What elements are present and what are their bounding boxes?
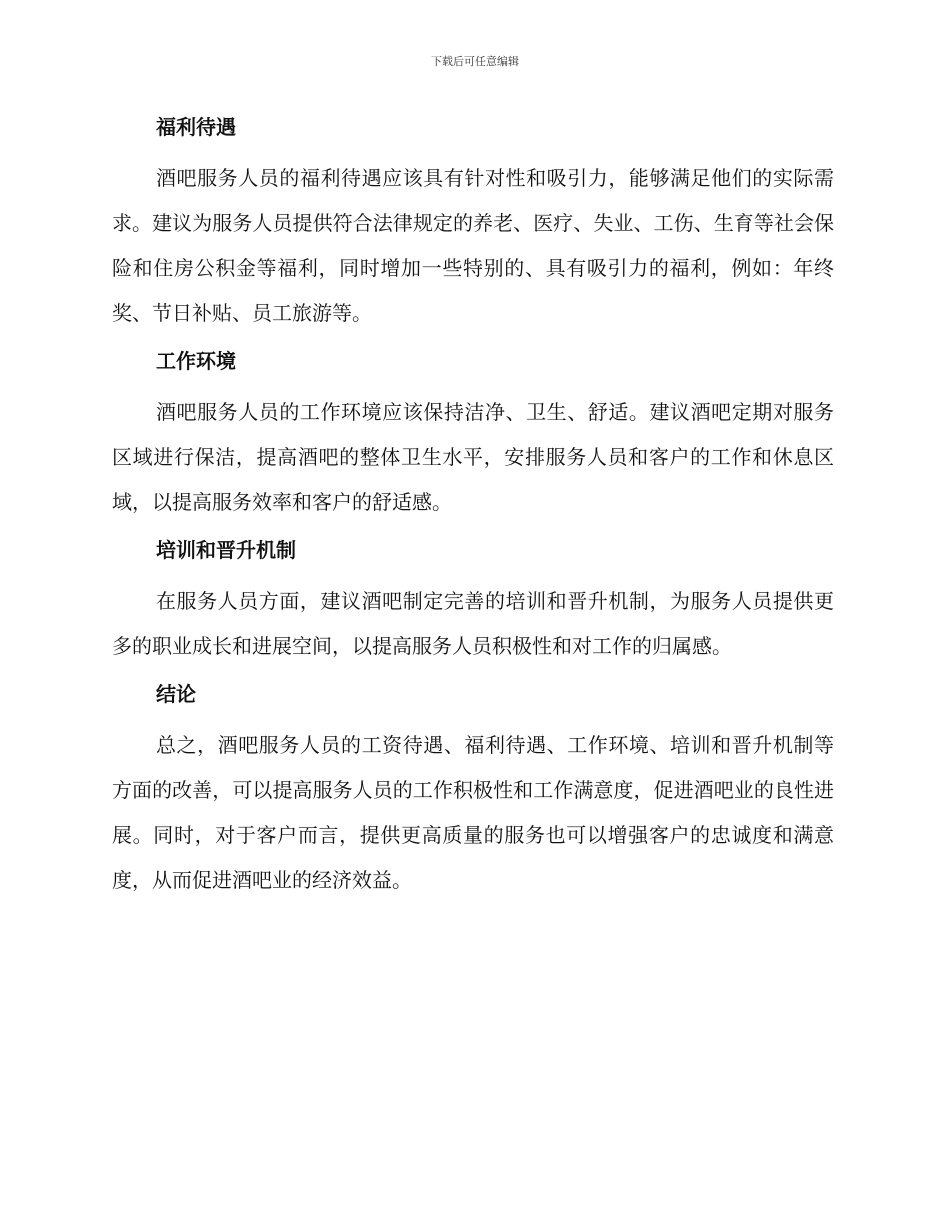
section-paragraph-conclusion: 总之，酒吧服务人员的工资待遇、福利待遇、工作环境、培训和晋升机制等方面的改善，可以提高服务人员的工作积极性和工作满意度，促进酒吧业的良性进展。同时，对于客户而言，提供更高质量的服务也可以增强客户的忠诚度和满意度，从而促进酒吧业的经济效益。 <box>112 733 834 892</box>
section-heading-training-promotion: 培训和晋升机制 <box>156 538 296 562</box>
document-body <box>112 112 834 913</box>
section-paragraph-benefits: 酒吧服务人员的福利待遇应该具有针对性和吸引力，能够满足他们的实际需求。建议为服务人员提供符合法律规定的养老、医疗、失业、工伤、生育等社会保险和住房公积金等福利，同时增加一些特别的、具有吸引力的福利，例如：年终奖、节日补贴、员工旅游等。 <box>112 166 834 325</box>
section-paragraph-training-promotion: 在服务人员方面，建议酒吧制定完善的培训和晋升机制，为服务人员提供更多的职业成长和进展空间，以提高服务人员积极性和对工作的归属感。 <box>112 589 834 658</box>
section-heading-conclusion: 结论 <box>156 682 196 706</box>
section-heading-benefits: 福利待遇 <box>156 115 236 139</box>
section-heading-work-environment: 工作环境 <box>156 349 236 373</box>
page-header-note: 下载后可任意编辑 <box>431 55 519 68</box>
section-paragraph-work-environment: 酒吧服务人员的工作环境应该保持洁净、卫生、舒适。建议酒吧定期对服务区域进行保洁，提高酒吧的整体卫生水平，安排服务人员和客户的工作和休息区域，以提高服务效率和客户的舒适感。 <box>112 400 834 514</box>
